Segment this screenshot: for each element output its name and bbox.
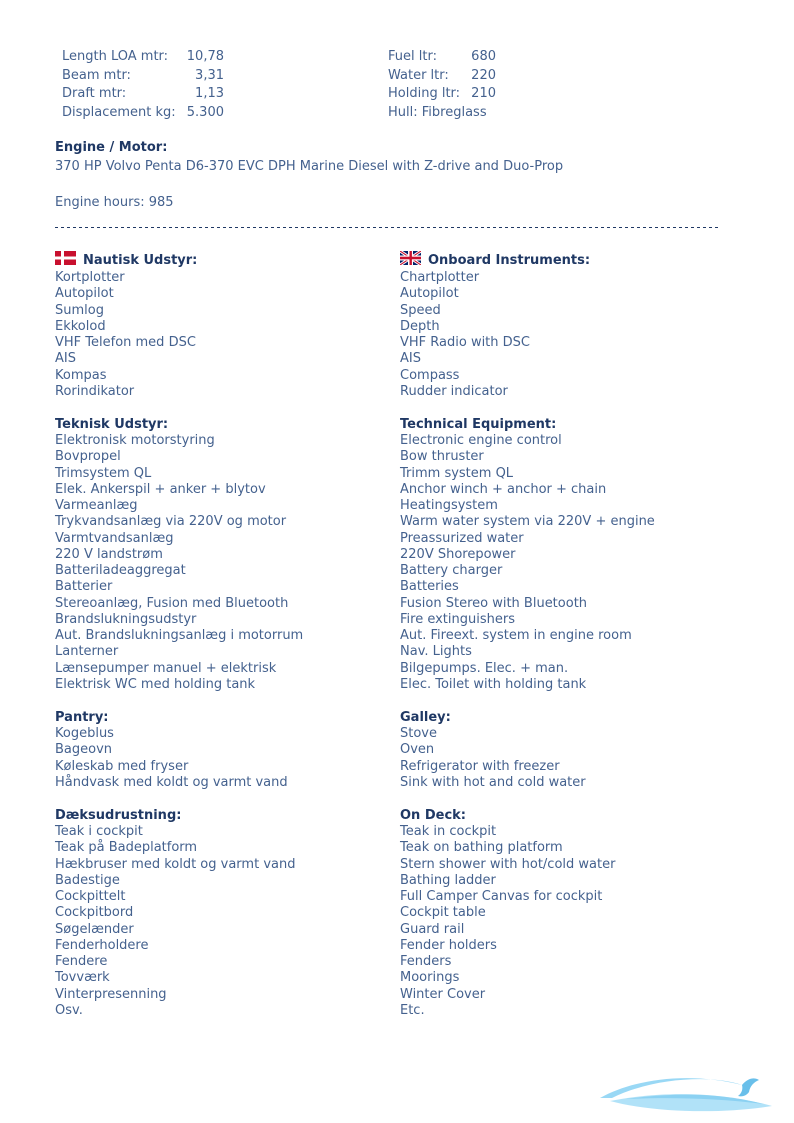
list-item: Rudder indicator <box>400 383 508 399</box>
list-item: Bovpropel <box>55 449 121 465</box>
list-item: Brandslukningsudstyr <box>55 611 197 627</box>
danish-column <box>55 251 400 1019</box>
spec-value: 210 <box>471 86 496 102</box>
equipment-columns <box>55 251 790 1019</box>
list-item: Batteries <box>400 579 459 595</box>
list-item: Osv. <box>55 1002 83 1018</box>
spec-value: 680 <box>471 49 496 64</box>
list-item: Etc. <box>400 1002 425 1018</box>
list-item: Anchor winch + anchor + chain <box>400 481 607 497</box>
daeksudrustning-section-title <box>55 807 400 824</box>
section-title-text: Teknisk Udstyr: <box>55 417 169 432</box>
section-title-text: Pantry: <box>55 710 109 725</box>
technical-section-title <box>400 416 790 433</box>
list-item: Nav. Lights <box>400 644 472 660</box>
list-item: Ekkolod <box>55 318 106 334</box>
section-title-text: Galley: <box>400 710 451 725</box>
list-item: Moorings <box>400 970 460 986</box>
specs-right-column <box>388 48 496 123</box>
list-item: Batteriladeaggregat <box>55 563 186 578</box>
instruments-section-title <box>400 251 790 270</box>
spec-row <box>388 67 496 86</box>
pantry-section-title <box>55 709 400 726</box>
list-item: Speed <box>400 302 441 318</box>
list-item: Fendere <box>55 954 108 969</box>
list-item: Fenderholdere <box>55 937 149 953</box>
teknisk-section-title <box>55 416 400 433</box>
separator-line <box>55 227 720 228</box>
technical-items <box>400 433 790 693</box>
list-item: VHF Radio with DSC <box>400 335 530 350</box>
list-item: Søgelænder <box>55 921 134 937</box>
list-item: Håndvask med koldt og varmt vand <box>55 774 288 790</box>
galley-items <box>400 726 790 791</box>
spec-row <box>62 48 224 67</box>
list-item: Bageovn <box>55 742 113 758</box>
spec-label: Beam mtr: <box>62 67 131 83</box>
list-item: Electronic engine control <box>400 433 562 448</box>
list-item: Batterier <box>55 579 113 595</box>
list-item: Oven <box>400 742 435 758</box>
spec-row <box>62 85 224 104</box>
list-item: Badestige <box>55 872 120 888</box>
spec-label: Displacement kg: <box>62 105 176 121</box>
spec-label: Length LOA mtr: <box>62 49 169 64</box>
instruments-items <box>400 270 790 400</box>
list-item: 220V Shorepower <box>400 546 516 562</box>
spec-row <box>388 48 496 67</box>
uk-flag-icon <box>400 251 421 270</box>
section-title-text: Onboard Instruments: <box>428 253 591 268</box>
list-item: Varmeanlæg <box>55 498 138 513</box>
engine-hours-value: 985 <box>148 195 174 210</box>
list-item: Lænsepumper manuel + elektrisk <box>55 660 277 676</box>
list-item: Teak in cockpit <box>400 824 497 839</box>
list-item: Trimsystem QL <box>55 465 152 481</box>
spec-value: Fibreglass <box>421 105 487 121</box>
engine-hours-label: Engine hours: <box>55 195 145 210</box>
list-item: Winter Cover <box>400 986 486 1002</box>
spec-value: 10,78 <box>186 49 224 64</box>
list-item: Fenders <box>400 954 452 969</box>
nautical-items <box>55 270 400 400</box>
list-item: Chartplotter <box>400 270 480 285</box>
section-title-text: Nautisk Udstyr: <box>83 253 198 268</box>
spec-value: 5.300 <box>186 105 224 121</box>
list-item: Teak i cockpit <box>55 824 143 839</box>
list-item: Aut. Brandslukningsanlæg i motorrum <box>55 628 304 643</box>
wave-dolphin-logo <box>596 1068 776 1116</box>
list-item: Preassurized water <box>400 530 524 546</box>
list-item: Warm water system via 220V + engine <box>400 514 655 530</box>
list-item: Bathing ladder <box>400 872 496 888</box>
list-item: AIS <box>400 351 421 367</box>
list-item: Bow thruster <box>400 449 484 465</box>
ondeck-items <box>400 824 790 1019</box>
section-title-text: On Deck: <box>400 808 466 823</box>
spec-value: 220 <box>471 67 496 83</box>
spec-row <box>388 85 496 104</box>
list-item: Kortplotter <box>55 270 125 285</box>
list-item: Refrigerator with freezer <box>400 758 560 774</box>
hull-spec <box>388 104 496 123</box>
teknisk-items <box>55 433 400 693</box>
daeksudrustning-items <box>55 824 400 1019</box>
list-item: Kogeblus <box>55 726 114 741</box>
list-item: Fusion Stereo with Bluetooth <box>400 595 588 611</box>
list-item: Heatingsystem <box>400 498 498 513</box>
ondeck-section-title <box>400 807 790 824</box>
list-item: Køleskab med fryser <box>55 758 189 774</box>
spec-value: 1,13 <box>195 86 224 102</box>
danish-flag-icon <box>55 251 76 270</box>
list-item: AIS <box>55 351 76 367</box>
english-column <box>400 251 790 1019</box>
list-item: Elektronisk motorstyring <box>55 433 215 448</box>
engine-section <box>55 139 563 213</box>
list-item: Teak på Badeplatform <box>55 840 198 856</box>
spec-value: 3,31 <box>195 67 224 83</box>
list-item: Full Camper Canvas for cockpit <box>400 889 603 904</box>
list-item: Compass <box>400 367 460 383</box>
spec-label: Hull: <box>388 105 418 121</box>
spec-row <box>62 104 224 123</box>
list-item: Aut. Fireext. system in engine room <box>400 628 632 643</box>
list-item: Elektrisk WC med holding tank <box>55 676 256 692</box>
engine-heading: Engine / Motor: <box>55 140 168 155</box>
list-item: Trimm system QL <box>400 465 514 481</box>
list-item: Cockpit table <box>400 905 486 921</box>
list-item: VHF Telefon med DSC <box>55 335 196 350</box>
list-item: Guard rail <box>400 921 465 937</box>
spec-label: Fuel ltr: <box>388 49 437 64</box>
list-item: Rorindikator <box>55 383 135 399</box>
spec-label: Holding ltr: <box>388 86 461 102</box>
list-item: Sink with hot and cold water <box>400 774 586 790</box>
list-item: Teak on bathing platform <box>400 840 563 856</box>
list-item: Varmtvandsanlæg <box>55 530 174 546</box>
list-item: Elec. Toilet with holding tank <box>400 676 587 692</box>
list-item: Bilgepumps. Elec. + man. <box>400 660 569 676</box>
list-item: Elek. Ankerspil + anker + blytov <box>55 481 266 497</box>
section-title-text: Dæksudrustning: <box>55 808 182 823</box>
list-item: Depth <box>400 318 440 334</box>
spec-label: Water ltr: <box>388 67 449 83</box>
spec-row <box>62 67 224 86</box>
list-item: Trykvandsanlæg via 220V og motor <box>55 514 287 530</box>
list-item: Cockpitbord <box>55 905 134 921</box>
engine-description: 370 HP Volvo Penta D6-370 EVC DPH Marine Diesel with Z-drive and Duo-Prop <box>55 158 564 174</box>
list-item: Hækbruser med koldt og varmt vand <box>55 856 296 872</box>
list-item: Cockpittelt <box>55 889 126 904</box>
list-item: Autopilot <box>55 286 114 302</box>
list-item: Kompas <box>55 367 107 383</box>
list-item: Lanterner <box>55 644 119 660</box>
list-item: Stereoanlæg, Fusion med Bluetooth <box>55 595 289 611</box>
pantry-items <box>55 726 400 791</box>
list-item: Battery charger <box>400 563 503 578</box>
spec-label: Draft mtr: <box>62 86 127 102</box>
list-item: Autopilot <box>400 286 459 302</box>
list-item: Fender holders <box>400 937 497 953</box>
list-item: Sumlog <box>55 302 104 318</box>
list-item: Stove <box>400 726 437 741</box>
section-title-text: Technical Equipment: <box>400 417 557 432</box>
galley-section-title <box>400 709 790 726</box>
list-item: Vinterpresenning <box>55 986 167 1002</box>
list-item: Tovværk <box>55 970 110 986</box>
list-item: Stern shower with hot/cold water <box>400 856 616 872</box>
specs-left-column <box>62 48 224 123</box>
list-item: 220 V landstrøm <box>55 546 163 562</box>
engine-hours <box>55 194 563 213</box>
nautical-section-title <box>55 251 400 270</box>
list-item: Fire extinguishers <box>400 611 515 627</box>
